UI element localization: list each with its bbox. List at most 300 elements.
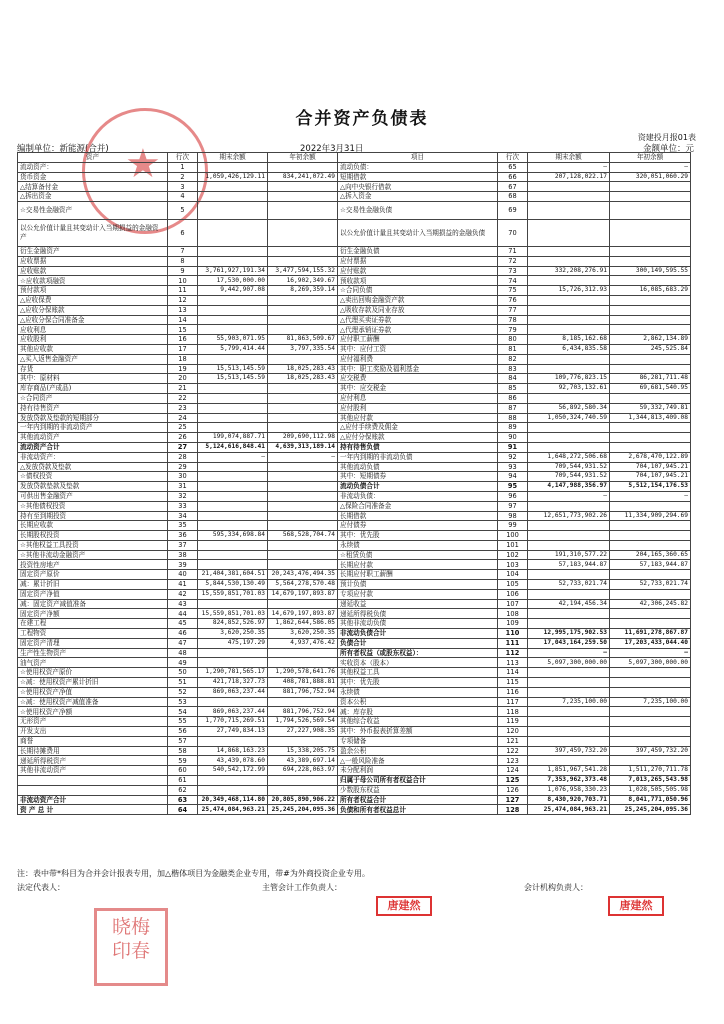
cell-right-end (528, 192, 610, 202)
cell-left-no: 51 (168, 678, 198, 688)
cell-right-begin: 397,459,732.20 (610, 746, 691, 756)
cell-left-end (198, 462, 268, 472)
cell-right-no: 106 (498, 589, 528, 599)
cell-left-item: 商誉 (18, 736, 168, 746)
cell-left-item: 应收利息 (18, 325, 168, 335)
cell-right-begin: 1,344,813,409.08 (610, 413, 691, 423)
cell-right-begin (610, 256, 691, 266)
cell-left-begin (268, 462, 338, 472)
cell-right-begin: 11,691,278,867.87 (610, 629, 691, 639)
table-row (18, 452, 691, 462)
cell-right-end (528, 687, 610, 697)
cell-right-no: 120 (498, 727, 528, 737)
cell-right-end (528, 589, 610, 599)
cell-right-item: 持有待售负债 (338, 442, 498, 452)
cell-left-begin (268, 295, 338, 305)
cell-right-end (528, 717, 610, 727)
cell-right-end (528, 295, 610, 305)
cell-left-no: 25 (168, 423, 198, 433)
cell-left-no: 21 (168, 384, 198, 394)
cell-right-item: 其中：优先股 (338, 678, 498, 688)
table-row (18, 638, 691, 648)
cell-left-no: 34 (168, 511, 198, 521)
cell-right-begin: 17,203,433,044.40 (610, 638, 691, 648)
cell-left-no: 13 (168, 305, 198, 315)
cell-right-end (528, 442, 610, 452)
cell-left-no: 27 (168, 442, 198, 452)
cell-right-no: 82 (498, 354, 528, 364)
cell-right-end: 57,183,944.87 (528, 560, 610, 570)
cell-right-item: 专项储备 (338, 736, 498, 746)
cell-left-item: 生产性生物资产 (18, 648, 168, 658)
table-row (18, 795, 691, 805)
cell-right-item: 实收资本（股本） (338, 658, 498, 668)
cell-left-item: 应收账款 (18, 266, 168, 276)
cell-right-begin (610, 364, 691, 374)
cell-left-end: 15,559,851,701.03 (198, 609, 268, 619)
table-row (18, 511, 691, 521)
cell-left-end (198, 472, 268, 482)
cell-right-begin: 5,097,300,000.00 (610, 658, 691, 668)
cell-left-begin (268, 521, 338, 531)
cell-left-item: ☆其他债权投资 (18, 501, 168, 511)
table-row (18, 393, 691, 403)
cell-left-begin (268, 354, 338, 364)
cell-right-begin (610, 325, 691, 335)
cell-right-no: 94 (498, 472, 528, 482)
cell-left-end: 9,442,907.08 (198, 286, 268, 296)
cell-right-item: 永续债 (338, 540, 498, 550)
table-row (18, 629, 691, 639)
cell-right-item: △向中央银行借款 (338, 182, 498, 192)
table-row (18, 805, 691, 815)
cell-left-no: 23 (168, 403, 198, 413)
cell-right-end: 12,651,773,902.26 (528, 511, 610, 521)
cell-left-end: 1,059,426,129.11 (198, 172, 268, 182)
cell-left-begin (268, 192, 338, 202)
cell-right-begin: — (610, 162, 691, 172)
table-row (18, 550, 691, 560)
cell-left-begin (268, 246, 338, 256)
table-row (18, 172, 691, 182)
cell-right-no: 87 (498, 403, 528, 413)
table-row (18, 315, 691, 325)
cell-right-end: 42,194,456.34 (528, 599, 610, 609)
table-row (18, 256, 691, 266)
cell-left-begin: 25,245,204,095.36 (268, 805, 338, 815)
cell-left-no: 31 (168, 482, 198, 492)
cell-left-no: 2 (168, 172, 198, 182)
cell-left-end: 1,770,715,269.51 (198, 717, 268, 727)
cell-right-begin (610, 589, 691, 599)
cell-right-end: — (528, 162, 610, 172)
cell-right-no: 121 (498, 736, 528, 746)
cell-right-end: 15,726,312.93 (528, 286, 610, 296)
cell-left-end (198, 540, 268, 550)
cell-right-item: 预收款项 (338, 276, 498, 286)
cell-right-begin: 320,051,060.29 (610, 172, 691, 182)
cell-left-no: 47 (168, 638, 198, 648)
table-row (18, 678, 691, 688)
cell-left-item: △应收分保合同准备金 (18, 315, 168, 325)
cell-left-end: 595,334,698.84 (198, 531, 268, 541)
cell-right-item: △卖出回购金融资产款 (338, 295, 498, 305)
cell-right-begin: 245,525.84 (610, 344, 691, 354)
cell-left-no: 55 (168, 717, 198, 727)
table-row (18, 295, 691, 305)
table-row (18, 482, 691, 492)
cell-right-item: 应付职工薪酬 (338, 335, 498, 345)
cell-left-no: 54 (168, 707, 198, 717)
table-row (18, 192, 691, 202)
table-row (18, 736, 691, 746)
cell-left-begin (268, 162, 338, 172)
cell-right-no: 110 (498, 629, 528, 639)
cell-right-end: 1,050,324,740.59 (528, 413, 610, 423)
cell-right-item: 其他综合收益 (338, 717, 498, 727)
cell-left-item: ☆减：使用权资产累计折旧 (18, 678, 168, 688)
cell-left-end: 5,124,616,848.41 (198, 442, 268, 452)
cell-right-no: 75 (498, 286, 528, 296)
cell-left-item: 非流动资产： (18, 452, 168, 462)
cell-left-item: ☆交易性金融资产 (18, 201, 168, 219)
cell-left-no: 38 (168, 550, 198, 560)
table-row (18, 344, 691, 354)
cell-left-begin: 1,794,526,569.54 (268, 717, 338, 727)
table-row (18, 717, 691, 727)
cell-right-no: 76 (498, 295, 528, 305)
cell-left-item: 其他流动资产 (18, 433, 168, 443)
cell-left-no: 3 (168, 182, 198, 192)
cell-left-item: 固定资产原价 (18, 570, 168, 580)
cell-right-end (528, 609, 610, 619)
header-right-begin: 年初余额 (610, 153, 691, 163)
cell-left-begin (268, 736, 338, 746)
cell-left-begin (268, 482, 338, 492)
table-row (18, 540, 691, 550)
cell-right-no: 66 (498, 172, 528, 182)
cell-left-begin (268, 315, 338, 325)
cell-left-item: 持有待售资产 (18, 403, 168, 413)
cell-right-item: 所有者权益合计 (338, 795, 498, 805)
cell-left-item: 减：固定资产减值准备 (18, 599, 168, 609)
cell-right-begin (610, 668, 691, 678)
cell-left-end (198, 599, 268, 609)
cell-right-begin: 1,028,505,505.98 (610, 785, 691, 795)
cell-right-end (528, 256, 610, 266)
cell-right-item: 其中：职工奖励及福利基金 (338, 364, 498, 374)
cell-right-item: 流动负债合计 (338, 482, 498, 492)
cell-right-begin: 69,681,540.95 (610, 384, 691, 394)
cell-right-begin (610, 354, 691, 364)
cell-left-end (198, 384, 268, 394)
cell-left-item: 应收票据 (18, 256, 168, 266)
cell-right-begin: 16,085,683.29 (610, 286, 691, 296)
cell-left-end: 15,513,145.59 (198, 374, 268, 384)
cell-left-begin: 408,781,888.81 (268, 678, 338, 688)
cell-right-item: 以公允价值计量且其变动计入当期损益的金融负债 (338, 219, 498, 246)
table-row (18, 413, 691, 423)
cell-right-no: 102 (498, 550, 528, 560)
name-stamp-1: 唐建然 (376, 896, 432, 916)
cell-left-begin: 881,796,752.94 (268, 707, 338, 717)
cell-left-item: 货币资金 (18, 172, 168, 182)
cell-left-item: 减：累计折旧 (18, 580, 168, 590)
cell-right-no: 85 (498, 384, 528, 394)
cell-left-begin: 20,805,890,906.22 (268, 795, 338, 805)
cell-left-end (198, 201, 268, 219)
cell-left-item: 流动资产合计 (18, 442, 168, 452)
table-row (18, 462, 691, 472)
cell-left-end (198, 393, 268, 403)
header-left-item: 资产 (18, 153, 168, 163)
cell-right-end: 1,648,272,506.68 (528, 452, 610, 462)
cell-left-begin (268, 325, 338, 335)
cell-right-no: 77 (498, 305, 528, 315)
cell-left-item: 非流动资产合计 (18, 795, 168, 805)
cell-right-end (528, 707, 610, 717)
cell-right-end (528, 501, 610, 511)
cell-right-begin: 5,512,154,176.53 (610, 482, 691, 492)
table-row (18, 162, 691, 172)
cell-right-no: 119 (498, 717, 528, 727)
table-header (18, 153, 691, 163)
cell-left-end: 15,513,145.59 (198, 364, 268, 374)
table-row (18, 668, 691, 678)
cell-right-begin: 7,235,100.00 (610, 697, 691, 707)
cell-right-no: 70 (498, 219, 528, 246)
cell-right-item: △拆入资金 (338, 192, 498, 202)
report-date: 2022年3月31日 (300, 144, 364, 154)
cell-left-end (198, 325, 268, 335)
cell-left-item: ☆使用权资产原价 (18, 668, 168, 678)
cell-left-end (198, 256, 268, 266)
cell-right-begin (610, 315, 691, 325)
table-row (18, 305, 691, 315)
cell-right-no: 92 (498, 452, 528, 462)
cell-left-end: 5,799,414.44 (198, 344, 268, 354)
cell-right-begin (610, 707, 691, 717)
cell-right-begin: 11,334,909,294.69 (610, 511, 691, 521)
cell-right-end (528, 182, 610, 192)
cell-left-item: 以公允价值计量且其变动计入当期损益的金融资产 (18, 219, 168, 246)
cell-left-end (198, 776, 268, 786)
company-seal: ★ (82, 108, 208, 234)
cell-right-item: 衍生金融负债 (338, 246, 498, 256)
cell-right-no: 86 (498, 393, 528, 403)
cell-left-end: 5,844,530,130.49 (198, 580, 268, 590)
cell-right-item: 其中：外币报表折算差额 (338, 727, 498, 737)
cell-right-item: 非流动负债： (338, 491, 498, 501)
cell-left-begin: 881,796,752.94 (268, 687, 338, 697)
cell-right-no: 81 (498, 344, 528, 354)
cell-right-item: 未分配利润 (338, 766, 498, 776)
cell-right-begin (610, 182, 691, 192)
cell-left-end (198, 648, 268, 658)
header-right-no: 行次 (498, 153, 528, 163)
cell-left-end (198, 697, 268, 707)
cell-right-end: 709,544,931.52 (528, 462, 610, 472)
table-row (18, 785, 691, 795)
cell-left-begin: 43,389,697.14 (268, 756, 338, 766)
cell-left-no: 1 (168, 162, 198, 172)
cell-left-item: ☆其他非流动金融资产 (18, 550, 168, 560)
cell-left-begin (268, 785, 338, 795)
cell-left-begin: 5,564,278,570.48 (268, 580, 338, 590)
cell-right-item: 应付票据 (338, 256, 498, 266)
cell-right-end: 332,208,276.91 (528, 266, 610, 276)
cell-left-begin: 1,290,578,641.76 (268, 668, 338, 678)
cell-right-item: 长期借款 (338, 511, 498, 521)
cell-right-item: 长期应付职工薪酬 (338, 570, 498, 580)
cell-left-no: 59 (168, 756, 198, 766)
cell-left-no: 41 (168, 580, 198, 590)
cell-right-no: 72 (498, 256, 528, 266)
cell-left-begin: 3,797,335.54 (268, 344, 338, 354)
cell-right-item: 应付账款 (338, 266, 498, 276)
cell-right-begin: 704,107,945.21 (610, 472, 691, 482)
cell-right-end: 56,892,580.34 (528, 403, 610, 413)
cell-left-begin (268, 501, 338, 511)
table-row (18, 746, 691, 756)
cell-left-no: 11 (168, 286, 198, 296)
cell-right-end: 12,995,175,902.53 (528, 629, 610, 639)
cell-left-item: 存货 (18, 364, 168, 374)
cell-right-no: 111 (498, 638, 528, 648)
cell-left-end (198, 182, 268, 192)
cell-right-item: 资本公积 (338, 697, 498, 707)
cell-right-end: 7,353,962,373.48 (528, 776, 610, 786)
cell-right-item: 其他应付款 (338, 413, 498, 423)
table-row (18, 266, 691, 276)
table-row (18, 531, 691, 541)
cell-left-no: 61 (168, 776, 198, 786)
table-row (18, 697, 691, 707)
cell-right-end: 8,185,162.68 (528, 335, 610, 345)
cell-right-end (528, 668, 610, 678)
cell-left-begin (268, 413, 338, 423)
cell-right-end: 8,430,920,703.71 (528, 795, 610, 805)
cell-right-no: 89 (498, 423, 528, 433)
cell-right-begin: 704,107,945.21 (610, 462, 691, 472)
cell-left-begin: 14,679,197,893.87 (268, 589, 338, 599)
unit-label: 金额单位：元 (642, 144, 694, 154)
cell-left-no: 63 (168, 795, 198, 805)
cell-left-begin: 81,863,509.67 (268, 335, 338, 345)
table-row (18, 756, 691, 766)
cell-right-no: 88 (498, 413, 528, 423)
cell-left-no: 58 (168, 746, 198, 756)
cell-right-no: 126 (498, 785, 528, 795)
cell-right-begin: 59,332,749.81 (610, 403, 691, 413)
cell-left-item (18, 776, 168, 786)
cell-left-no: 53 (168, 697, 198, 707)
cell-left-item: 开发支出 (18, 727, 168, 737)
cell-left-no: 33 (168, 501, 198, 511)
header-right-item: 项目 (338, 153, 498, 163)
header-left-end: 期末余额 (198, 153, 268, 163)
cell-left-begin (268, 648, 338, 658)
cell-left-item: ☆减：使用权资产减值准备 (18, 697, 168, 707)
cell-right-item: 应付福利费 (338, 354, 498, 364)
table-row (18, 276, 691, 286)
cell-right-begin (610, 756, 691, 766)
cell-right-no: 103 (498, 560, 528, 570)
cell-left-item: 预付款项 (18, 286, 168, 296)
cell-right-no: 107 (498, 599, 528, 609)
cell-left-begin: 18,025,283.43 (268, 364, 338, 374)
cell-left-end (198, 315, 268, 325)
cell-left-no: 17 (168, 344, 198, 354)
cell-left-no: 46 (168, 629, 198, 639)
cell-right-no: 69 (498, 201, 528, 219)
cell-left-begin: 209,690,112.98 (268, 433, 338, 443)
cell-left-end (198, 736, 268, 746)
cell-right-end (528, 727, 610, 737)
cell-right-end (528, 433, 610, 443)
cell-right-no: 67 (498, 182, 528, 192)
cell-right-begin: 7,013,265,543.98 (610, 776, 691, 786)
cell-right-begin (610, 609, 691, 619)
cell-right-item: △应付手续费及佣金 (338, 423, 498, 433)
table-row (18, 776, 691, 786)
form-code: 资建投月报01表 (637, 133, 696, 142)
cell-left-begin: 1,862,644,586.05 (268, 619, 338, 629)
cell-left-item: △买入返售金融资产 (18, 354, 168, 364)
cell-left-no: 15 (168, 325, 198, 335)
cell-left-item: ☆使用权资产净额 (18, 707, 168, 717)
cell-right-no: 123 (498, 756, 528, 766)
cell-right-begin (610, 442, 691, 452)
table-row (18, 354, 691, 364)
cell-right-begin (610, 433, 691, 443)
cell-left-end: 421,718,327.73 (198, 678, 268, 688)
cell-left-end (198, 785, 268, 795)
cell-left-end (198, 295, 268, 305)
cell-left-no: 19 (168, 364, 198, 374)
cell-right-begin: 1,511,270,711.78 (610, 766, 691, 776)
cell-right-item: 负债和所有者权益总计 (338, 805, 498, 815)
cell-right-item: 负债合计 (338, 638, 498, 648)
header-left-no: 行次 (168, 153, 198, 163)
cell-left-begin: 20,243,476,494.35 (268, 570, 338, 580)
cell-left-end: — (198, 452, 268, 462)
cell-right-item: 专项应付款 (338, 589, 498, 599)
cell-right-begin (610, 276, 691, 286)
cell-right-no: 78 (498, 315, 528, 325)
cell-left-begin (268, 511, 338, 521)
cell-right-begin (610, 717, 691, 727)
cell-right-no: 83 (498, 364, 528, 374)
cell-left-item: ☆债权投资 (18, 472, 168, 482)
cell-right-item: 预计负债 (338, 580, 498, 590)
cell-left-end: 540,542,172.99 (198, 766, 268, 776)
cell-right-begin (610, 531, 691, 541)
cell-right-end (528, 531, 610, 541)
cell-right-begin (610, 570, 691, 580)
cell-left-no: 14 (168, 315, 198, 325)
table-row (18, 648, 691, 658)
cell-right-end (528, 393, 610, 403)
cell-right-end (528, 276, 610, 286)
cell-right-no: 96 (498, 491, 528, 501)
cell-right-no: 98 (498, 511, 528, 521)
cell-right-begin (610, 501, 691, 511)
cell-left-item: 固定资产净额 (18, 609, 168, 619)
cell-left-no: 44 (168, 609, 198, 619)
cell-left-no: 57 (168, 736, 198, 746)
cell-right-item: △保险合同准备金 (338, 501, 498, 511)
